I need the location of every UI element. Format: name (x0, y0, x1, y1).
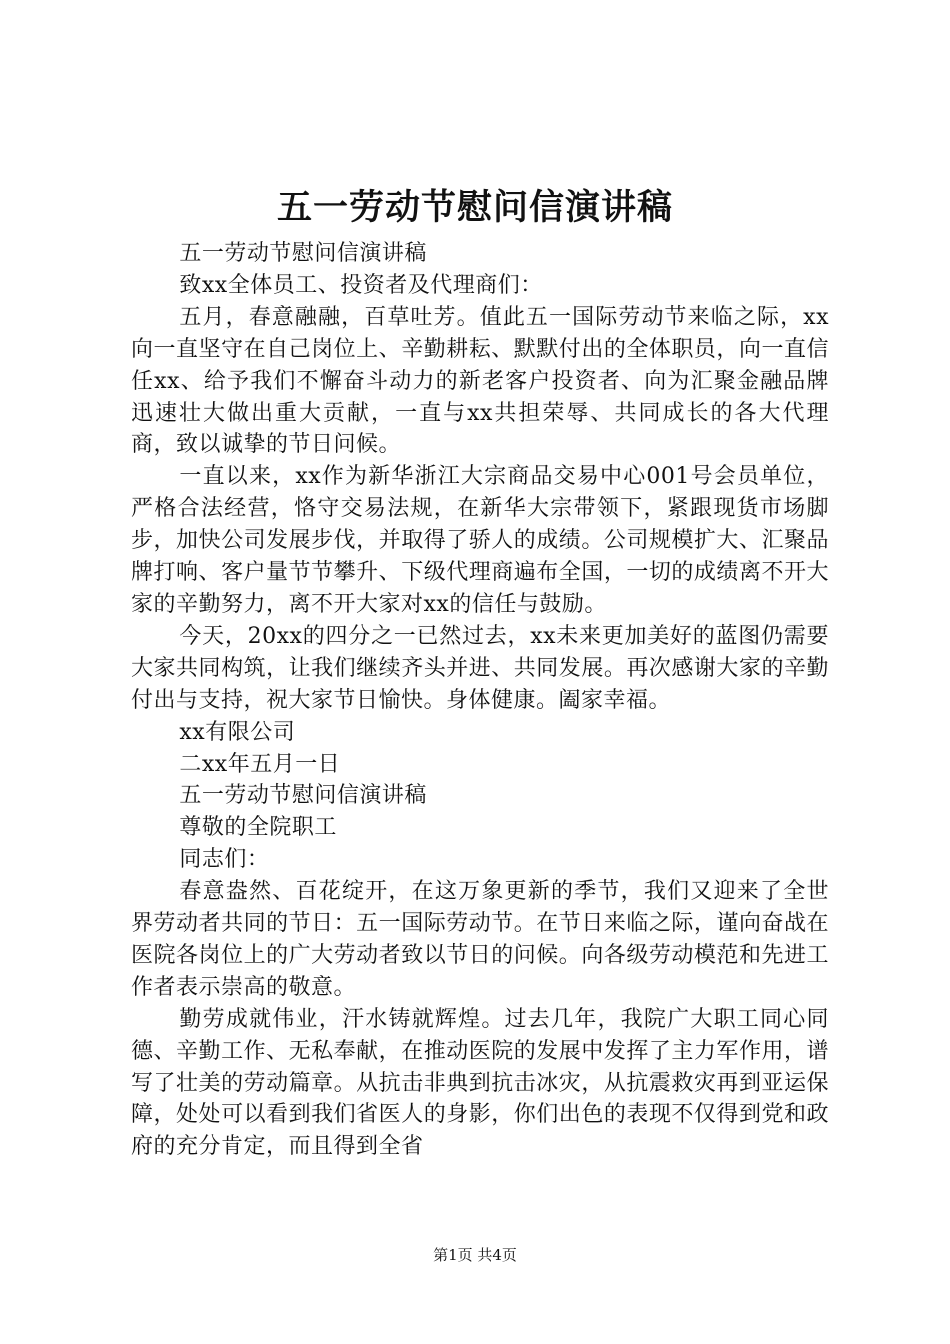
body-paragraph: 今天，20xx的四分之一已然过去，xx未来更加美好的蓝图仍需要大家共同构筑，让我们继续齐头并进、共同发展。再次感谢大家的辛勤付出与支持，祝大家节日愉快。身体健康。阖家幸福。 (131, 623, 829, 713)
document-body (131, 238, 829, 1163)
page-number: 第1页 共4页 (433, 1246, 517, 1264)
document-title: 五一劳动节慰问信演讲稿 (276, 187, 673, 228)
page-footer (0, 1245, 950, 1265)
body-paragraph: 勤劳成就伟业，汗水铸就辉煌。过去几年，我院广大职工同心同德、辛勤工作、无私奉献，在推动医院的发展中发挥了主力军作用，谱写了壮美的劳动篇章。从抗击非典到抗击冰灾，从抗震救灾再到亚运保障，处处可以看到我们省医人的身影，你们出色的表现不仅得到党和政府的充分肯定，而且得到全省 (131, 1006, 829, 1160)
body-paragraph: 春意盎然、百花绽开，在这万象更新的季节，我们又迎来了全世界劳动者共同的节日：五一国际劳动节。在节日来临之际，谨向奋战在医院各岗位上的广大劳动者致以节日的问候。向各级劳动模范和先进工作者表示崇高的敬意。 (131, 879, 829, 1000)
body-paragraph: 五一劳动节慰问信演讲稿 (179, 783, 427, 809)
body-paragraph: 二xx年五月一日 (179, 751, 341, 777)
body-paragraph: 五一劳动节慰问信演讲稿 (179, 241, 427, 266)
body-paragraph: 致xx全体员工、投资者及代理商们： (179, 272, 543, 298)
body-paragraph: 一直以来，xx作为新华浙江大宗商品交易中心001号会员单位，严格合法经营，恪守交易法规，在新华大宗带领下，紧跟现货市场脚步，加快公司发展步伐，并取得了骄人的成绩。公司规模扩大、汇聚品牌打响、客户量节节攀升、下级代理商遍布全国，一切的成绩离不开大家的辛勤努力，离不开大家对xx的信任与鼓励。 (131, 464, 829, 617)
body-paragraph: 同志们： (179, 847, 270, 873)
body-paragraph: 尊敬的全院职工 (179, 815, 337, 841)
body-paragraph: xx有限公司 (179, 719, 296, 745)
body-paragraph: 五月，春意融融，百草吐芳。值此五一国际劳动节来临之际，xx向一直坚守在自己岗位上、辛勤耕耘、默默付出的全体职员，向一直信任xx、给予我们不懈奋斗动力的新老客户投资者、向为汇聚金融品牌迅速壮大做出重大贡献，一直与xx共担荣辱、共同成长的各大代理商，致以诚挚的节日问候。 (131, 304, 829, 458)
